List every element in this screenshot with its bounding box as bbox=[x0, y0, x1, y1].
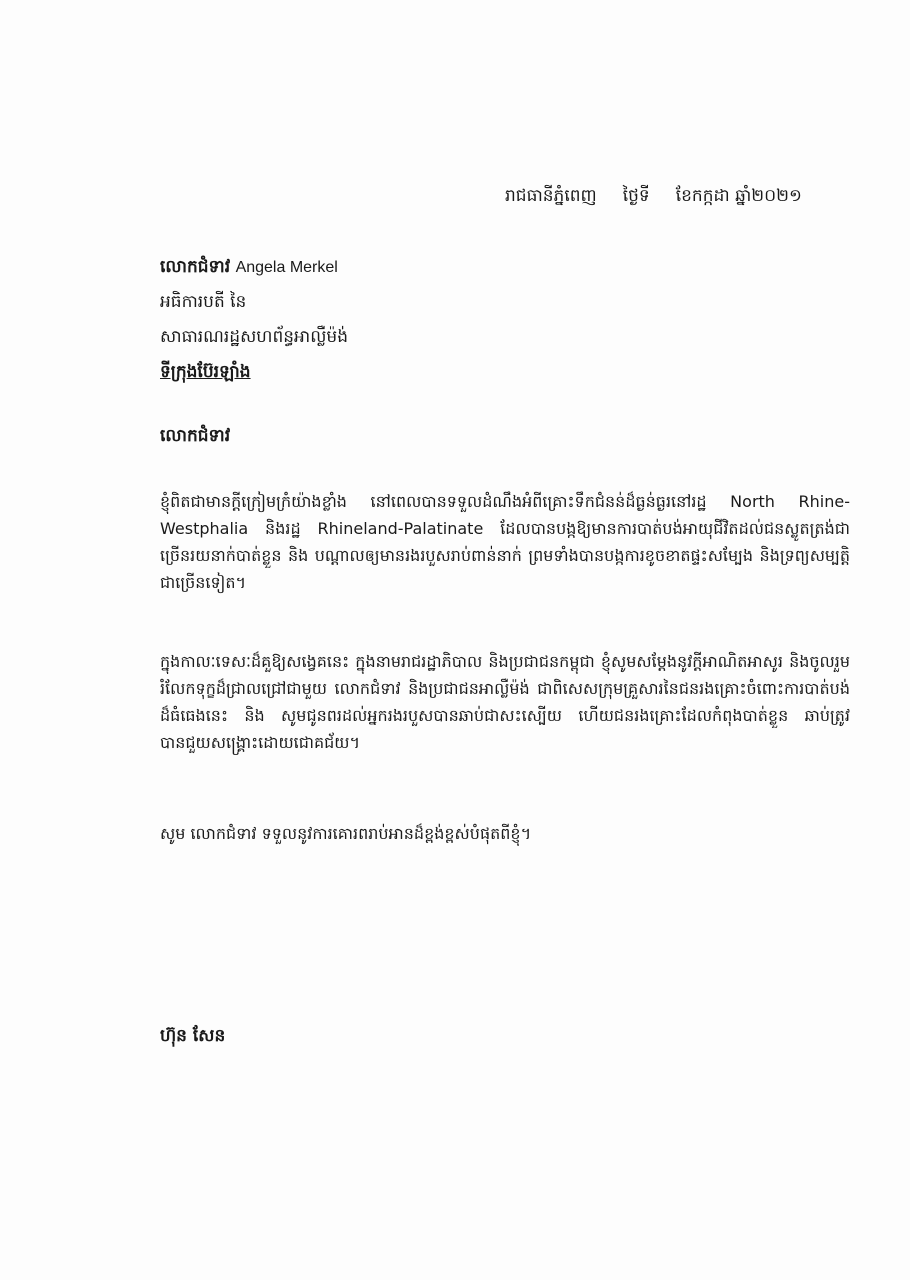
recipient-country: សាធារណរដ្ឋសហព័ន្ធអាល្លឺម៉ង់ bbox=[160, 327, 349, 347]
paragraph-2: ក្នុងកាលៈទេសៈដ៏គួឱ្យសង្វេគនេះ ក្នុងនាមរាជរដ្ឋាភិបាល និងប្រជាជនកម្ពុជា ខ្ញុំសូមសម្តែងនូវក្តីអាណិតអាសូរ និងចូលរួមរំលែកទុក្ខដ៏ជ្រាលជ្រៅជាមួយ លោកជំទាវ និងប្រជាជនអាល្លឺម៉ង់ ជាពិសេសក្រុមគ្រួសារនៃជនរងគ្រោះចំពោះការបាត់បង់ដ៏ធំធេងនេះ និង សូមជូនពរដល់អ្នករងរបួសបានឆាប់ជាសះស្បើយ ហើយជនរងគ្រោះដែលកំពុងបាត់ខ្លួន ឆាប់ត្រូវបានជួយសង្គ្រោះដោយជោគជ័យ។ bbox=[160, 652, 850, 752]
recipient-title: លោកជំទាវ bbox=[160, 257, 231, 277]
recipient-title-line bbox=[160, 250, 348, 285]
recipient-block bbox=[160, 250, 348, 390]
signature: ហ៊ុន សែន bbox=[160, 1026, 226, 1046]
recipient-name: Angela Merkel bbox=[235, 259, 338, 276]
date-month-year: ខែកក្កដា ឆ្នាំ២០២១ bbox=[675, 186, 802, 206]
recipient-position: អធិការបតី នៃ bbox=[160, 292, 247, 312]
date-line bbox=[505, 185, 845, 210]
paragraph-3: សូម លោកជំទាវ ទទួលនូវការគោរពរាប់អានដ៏ខ្ពង់ខ្ពស់បំផុតពីខ្ញុំ។ bbox=[160, 824, 532, 843]
recipient-city: ទីក្រុងប៊ែរឡាំង bbox=[160, 362, 251, 382]
date-day: ថ្ងៃទី bbox=[622, 186, 650, 206]
salutation: លោកជំទាវ bbox=[160, 426, 231, 446]
paragraph-1: ខ្ញុំពិតជាមានក្តីក្រៀមក្រំយ៉ាងខ្លាំង នៅពេលបានទទួលដំណឹងអំពីគ្រោះទឹកជំនន់ដ៏ធ្ងន់ធ្ងរនៅរដ្ឋ North Rhine-Westphalia និងរដ្ឋ Rhineland-Palatinate ដែលបានបង្កឱ្យមានការបាត់បង់អាយុជីវិតដល់ជនស្លូតត្រង់ជាច្រើនរយនាក់បាត់ខ្លួន និង បណ្តាលឲ្យមានរងរបួសរាប់ពាន់នាក់ ព្រមទាំងបានបង្កការខូចខាតផ្ទះសម្បែង និងទ្រព្យសម្បត្តិ ជាច្រើនទៀត។ bbox=[160, 492, 850, 592]
date-place: រាជធានីភ្នំពេញ bbox=[505, 186, 597, 206]
